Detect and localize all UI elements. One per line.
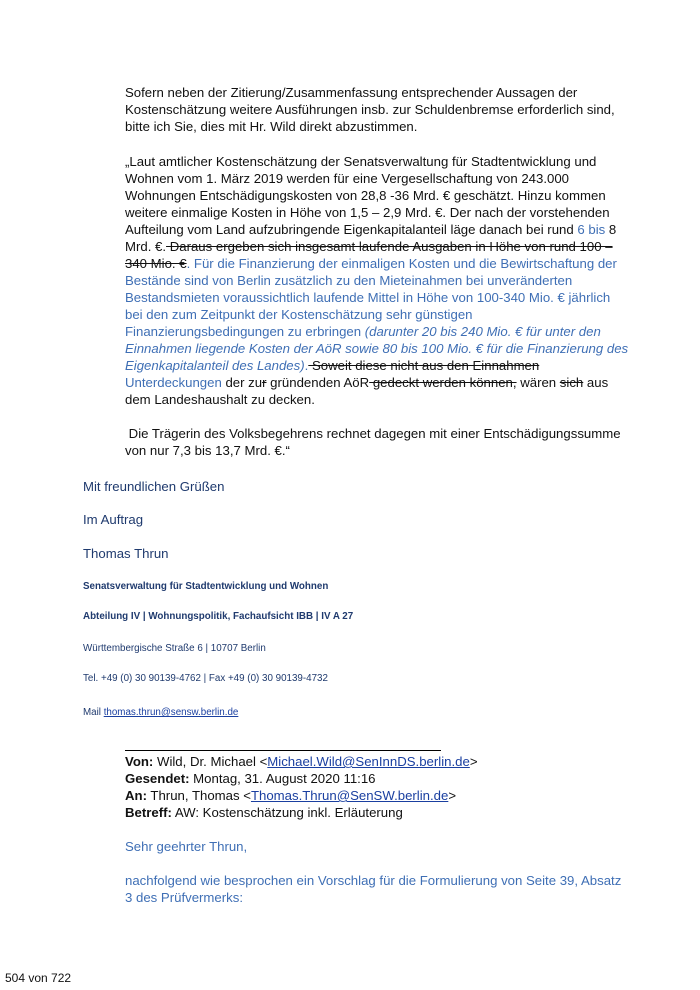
from-line [125,753,478,770]
quote-text: der zu [221,375,263,390]
reply-body [125,872,621,906]
quote-line: Wohnen vom 1. März 2019 werden für eine Vergesellschaftung von 243.000 [125,171,570,186]
quote-text: aus [583,375,609,390]
to-close: > [448,788,457,803]
inserted-text: . Für die Finanzierung der einmaligen Kosten und die Bewirtschaftung der [186,256,617,271]
to-email-link[interactable]: Thomas.Thrun@SenSW.berlin.de [250,788,449,803]
sent-value: Montag, 31. August 2020 11:16 [189,771,376,786]
subject-value: AW: Kostenschätzung inkl. Erläuterung [171,805,403,820]
quote-line: „Laut amtlicher Kostenschätzung der Senatsverwaltung für Stadtentwicklung und [125,154,597,169]
to-line [125,787,478,804]
deleted-text: 340 Mio. € [125,256,187,271]
email-separator [125,750,441,751]
quote-text: gründenden AöR [266,375,370,390]
mail-label: Mail [83,707,104,718]
quote-line [125,221,625,238]
deleted-text: gedeckt werden können, [369,375,517,390]
deleted-text: sich [559,375,584,390]
quote-line: weitere einmalige Kosten in Höhe von 1,5 – 2,9 Mrd. €. Der nach der vorstehenden [125,205,610,220]
inserted-text: 6 bis [577,222,606,237]
reply-salutation: Sehr geehrter Thrun, [125,839,248,854]
from-email-link[interactable]: Michael.Wild@SenInnDS.berlin.de [267,754,470,769]
quote-line [125,323,625,340]
signature-org: Senatsverwaltung für Stadtentwicklung und Wohnen [83,581,329,592]
im-auftrag: Im Auftrag [83,512,144,527]
mail-link[interactable]: thomas.thrun@sensw.berlin.de [103,707,239,718]
sent-line [125,770,478,787]
to-label: An: [125,788,147,803]
inserted-line: Bestandsmieten voraussichtlich laufende Mittel in Höhe von 100-340 Mio. € jährlich [125,290,611,305]
signature-dept: Abteilung IV | Wohnungspolitik, Fachaufsicht IBB | IV A 27 [83,611,354,622]
from-name: Wild, Dr. Michael < [153,754,268,769]
quote-line: von nur 7,3 bis 13,7 Mrd. €.“ [125,443,290,458]
deleted-text: r [262,375,267,390]
greeting: Mit freundlichen Grüßen [83,479,225,494]
inserted-text: . [304,358,309,373]
intro-line: Sofern neben der Zitierung/Zusammenfassung entsprechender Aussagen der [125,85,578,100]
signature-address: Württembergische Straße 6 | 10707 Berlin [83,643,266,654]
quote-text: Aufteilung vom Land aufzubringende Eigenkapitalanteil läge danach bei rund [125,222,574,237]
quote-line: Wohnungen Entschädigungskosten von 28,8 -36 Mrd. € geschätzt. Hinzu kommen [125,188,606,203]
deleted-text: Soweit diese nicht aus den Einnahmen [308,358,540,373]
intro-paragraph [125,84,615,135]
inserted-italic-line: Einnahmen liegende Kosten der AöR sowie 80 bis 100 Mio. € für die Finanzierung des [125,341,629,356]
email-header [125,753,478,821]
subject-line [125,804,478,821]
signature-name: Thomas Thrun [83,546,169,561]
inserted-text: Unterdeckungen [125,375,222,390]
quote-text: 8 [608,222,617,237]
quote-paragraph [125,153,629,459]
intro-line: Kostenschätzung weitere Ausführungen insb. zur Schuldenbremse erforderlich sind, [125,102,615,117]
quote-line [125,374,625,391]
signature-mail [83,704,238,721]
quote-line: Die Trägerin des Volksbegehrens rechnet dagegen mit einer Entschädigungssumme [125,426,621,441]
quote-line [125,238,625,255]
from-label: Von: [125,754,154,769]
inserted-text: Finanzierungsbedingungen zu erbringen [125,324,365,339]
quote-line: dem Landeshaushalt zu decken. [125,392,315,407]
spacer [125,408,625,425]
inserted-line: Bestände sind von Berlin zusätzlich zu den Mieteinahmen bei unveränderten [125,273,573,288]
to-name: Thrun, Thomas < [146,788,251,803]
deleted-text: Daraus ergeben sich insgesamt laufende Ausgaben in Höhe von rund 100 – [166,239,613,254]
subject-label: Betreff: [125,805,172,820]
quote-text: Mrd. €. [125,239,167,254]
inserted-italic-text: (darunter 20 bis 240 Mio. € für unter den [364,324,601,339]
from-close: > [469,754,478,769]
signature-phone: Tel. +49 (0) 30 90139-4762 | Fax +49 (0) 30 90139-4732 [83,673,328,684]
reply-line: nachfolgend wie besprochen ein Vorschlag für die Formulierung von Seite 39, Absatz [125,873,622,888]
sent-label: Gesendet: [125,771,190,786]
page-number: 504 von 722 [5,971,72,985]
quote-line [125,255,625,272]
reply-line: 3 des Prüfvermerks: [125,890,243,905]
inserted-line: bei den zum Zeitpunkt der Kostenschätzung sehr günstigen [125,307,473,322]
quote-text: wären [516,375,560,390]
inserted-italic-text: Eigenkapitalanteil des Landes) [125,358,305,373]
quote-line [125,357,625,374]
intro-line: bitte ich Sie, dies mit Hr. Wild direkt abzustimmen. [125,119,418,134]
